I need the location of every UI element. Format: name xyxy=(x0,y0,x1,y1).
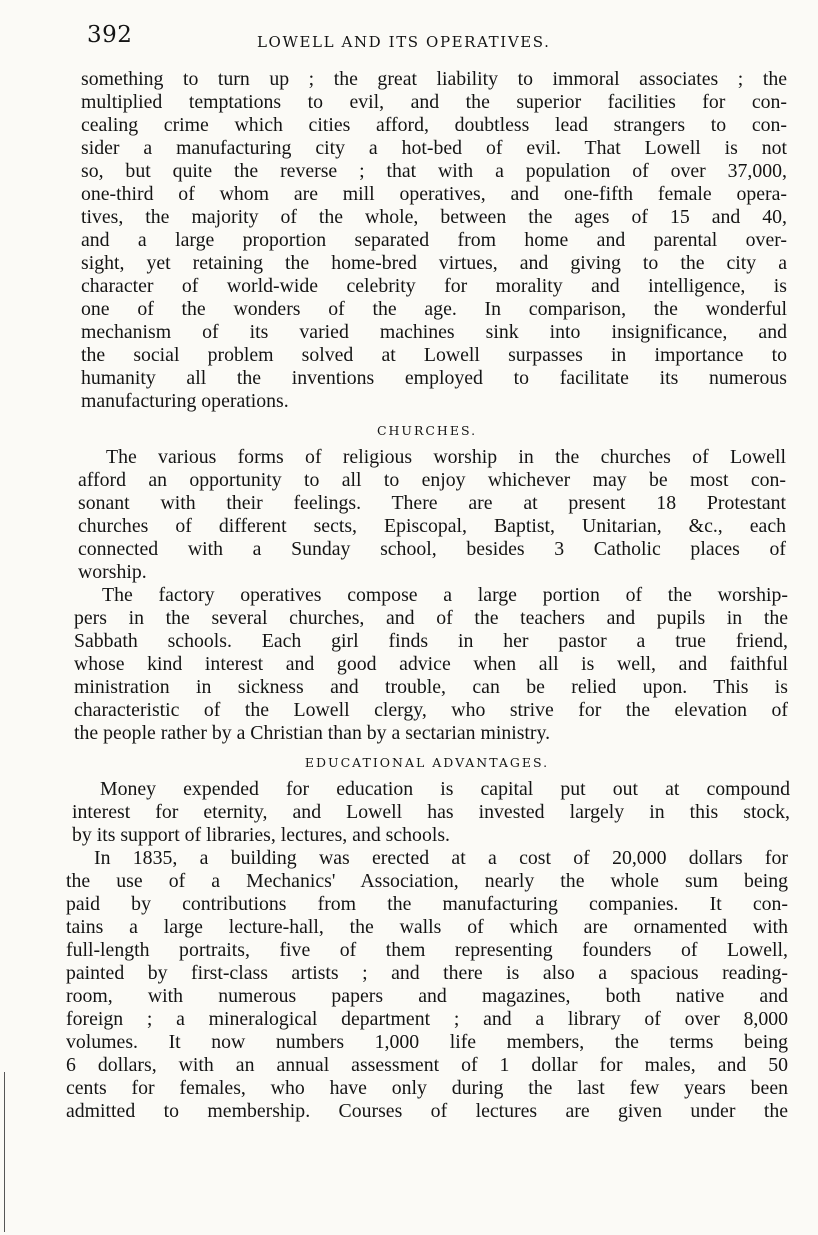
text-line: sight, yet retaining the home-bred virtues, and giving to the city a xyxy=(81,252,787,274)
text-line: The factory operatives compose a large portion of the worship- xyxy=(102,584,788,606)
text-line: something to turn up ; the great liability to immoral associates ; the xyxy=(81,68,787,90)
book-page xyxy=(62,20,792,1123)
section-heading-churches: CHURCHES. xyxy=(376,423,478,438)
text-line: sonant with their feelings. There are at present 18 Protestant xyxy=(78,492,786,514)
education-paragraph-2 xyxy=(66,847,788,1123)
section-heading-education: EDUCATIONAL ADVANTAGES. xyxy=(304,755,550,770)
text-line: Sabbath schools. Each girl finds in her pastor a true friend, xyxy=(74,630,788,652)
text-line: painted by first-class artists ; and there is also a spacious reading- xyxy=(66,962,788,984)
text-line: by its support of libraries, lectures, and schools. xyxy=(72,824,450,846)
text-line: the social problem solved at Lowell surpasses in importance to xyxy=(81,344,787,366)
text-line: pers in the several churches, and of the teachers and pupils in the xyxy=(74,607,788,629)
text-line: In 1835, a building was erected at a cost of 20,000 dollars for xyxy=(94,847,788,869)
text-line: afford an opportunity to all to enjoy whichever may be most con- xyxy=(78,469,786,491)
text-line: foreign ; a mineralogical department ; and a library of over 8,000 xyxy=(66,1008,788,1030)
text-line: one-third of whom are mill operatives, and one-fifth female opera- xyxy=(81,183,787,205)
text-line: humanity all the inventions employed to facilitate its numerous xyxy=(81,367,787,389)
text-line: The various forms of religious worship in the churches of Lowell xyxy=(106,446,786,468)
text-line: characteristic of the Lowell clergy, who strive for the elevation of xyxy=(74,699,788,721)
text-line: cents for females, who have only during the last few years been xyxy=(66,1077,788,1099)
text-line: character of world-wide celebrity for morality and intelligence, is xyxy=(81,275,787,297)
page-gutter-rule xyxy=(4,1072,5,1232)
text-line: full-length portraits, five of them representing founders of Lowell, xyxy=(66,939,788,961)
churches-paragraph-2 xyxy=(74,584,788,745)
running-title: LOWELL AND ITS OPERATIVES. xyxy=(257,33,551,51)
text-line: so, but quite the reverse ; that with a population of over 37,000, xyxy=(81,160,787,182)
text-line: mechanism of its varied machines sink into insignificance, and xyxy=(81,321,787,343)
text-line: sider a manufacturing city a hot-bed of evil. That Lowell is not xyxy=(81,137,787,159)
text-line: cealing crime which cities afford, doubtless lead strangers to con- xyxy=(81,114,787,136)
text-line: tives, the majority of the whole, between the ages of 15 and 40, xyxy=(81,206,787,228)
text-line: ministration in sickness and trouble, can be relied upon. This is xyxy=(74,676,788,698)
text-line: admitted to membership. Courses of lectures are given under the xyxy=(66,1100,788,1122)
text-line: churches of different sects, Episcopal, Baptist, Unitarian, &c., each xyxy=(78,515,786,537)
churches-paragraph-1 xyxy=(78,446,786,584)
text-line: the use of a Mechanics' Association, nearly the whole sum being xyxy=(66,870,788,892)
text-line: connected with a Sunday school, besides 3 Catholic places of xyxy=(78,538,786,560)
text-line: one of the wonders of the age. In comparison, the wonderful xyxy=(81,298,787,320)
text-line: room, with numerous papers and magazines, both native and xyxy=(66,985,788,1007)
text-line: paid by contributions from the manufacturing companies. It con- xyxy=(66,893,788,915)
text-line: whose kind interest and good advice when all is well, and faithful xyxy=(74,653,788,675)
text-line: interest for eternity, and Lowell has invested largely in this stock, xyxy=(72,801,790,823)
text-line: Money expended for education is capital put out at compound xyxy=(100,778,790,800)
intro-paragraph xyxy=(81,68,787,413)
text-line: 6 dollars, with an annual assessment of 1 dollar for males, and 50 xyxy=(66,1054,788,1076)
text-line: worship. xyxy=(78,561,147,583)
page-number: 392 xyxy=(87,22,133,48)
text-line: multiplied temptations to evil, and the superior facilities for con- xyxy=(81,91,787,113)
text-line: volumes. It now numbers 1,000 life members, the terms being xyxy=(66,1031,788,1053)
page-header xyxy=(62,20,792,60)
text-line: and a large proportion separated from home and parental over- xyxy=(81,229,787,251)
text-line: tains a large lecture-hall, the walls of which are ornamented with xyxy=(66,916,788,938)
text-line: manufacturing operations. xyxy=(81,390,289,412)
education-paragraph-1 xyxy=(72,778,790,847)
text-line: the people rather by a Christian than by a sectarian ministry. xyxy=(74,722,551,744)
